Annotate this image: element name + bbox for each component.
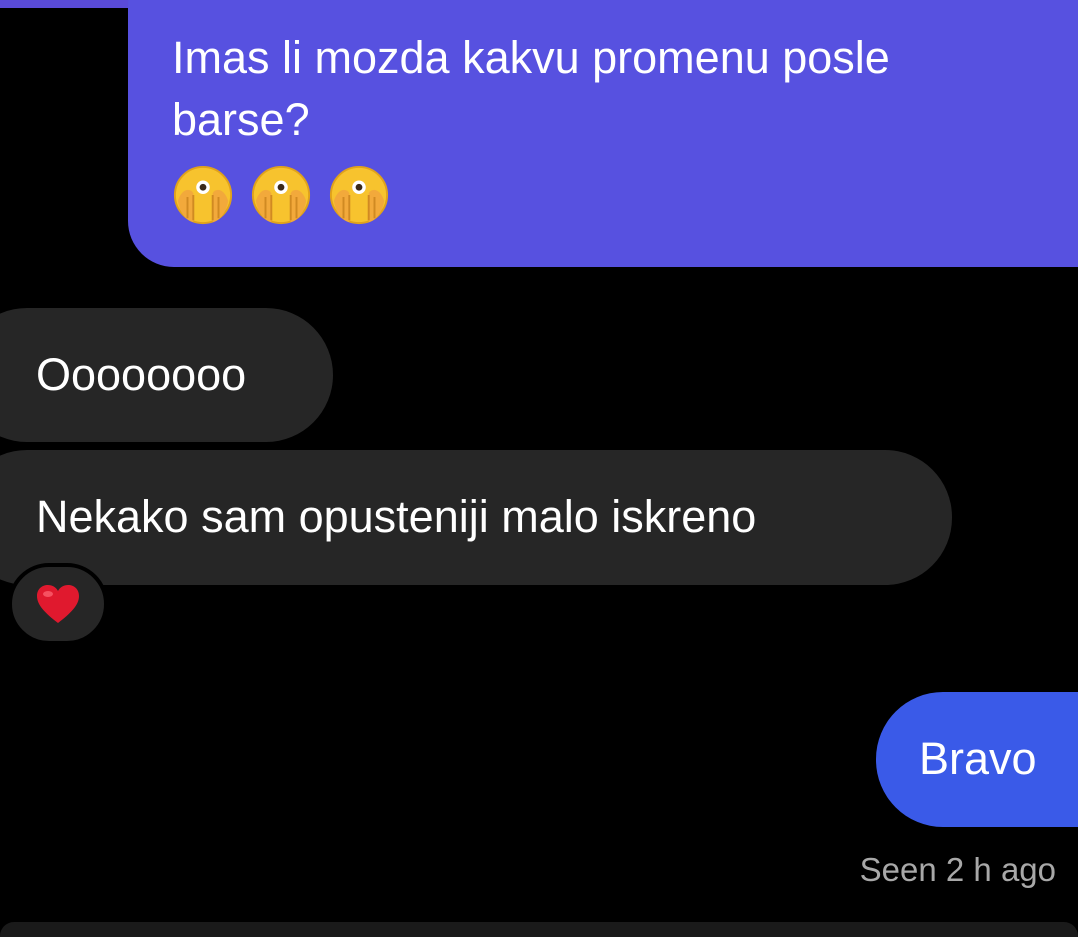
incoming-message-bubble[interactable] [0,308,333,442]
message-text-line: barse? [172,94,310,145]
message-reaction[interactable] [8,563,108,645]
face-with-open-eyes-and-hand-over-mouth-emoji [250,164,312,226]
face-with-open-eyes-and-hand-over-mouth-emoji [328,164,390,226]
seen-status: Seen 2 h ago [859,851,1056,888]
message-text: Nekako sam opusteniji malo iskreno [36,491,757,542]
outgoing-message-bubble[interactable] [876,692,1078,827]
face-with-open-eyes-and-hand-over-mouth-emoji [172,164,234,226]
composer-edge [0,922,1078,937]
message-text: Oooooooo [36,349,247,400]
red-heart-emoji [35,583,81,625]
message-text-line: Imas li mozda kakvu promenu posle [172,32,890,83]
incoming-message-bubble[interactable] [0,450,952,585]
emoji-row [172,163,1048,227]
message-text: Bravo [919,733,1037,784]
outgoing-message-bubble[interactable] [128,0,1078,267]
